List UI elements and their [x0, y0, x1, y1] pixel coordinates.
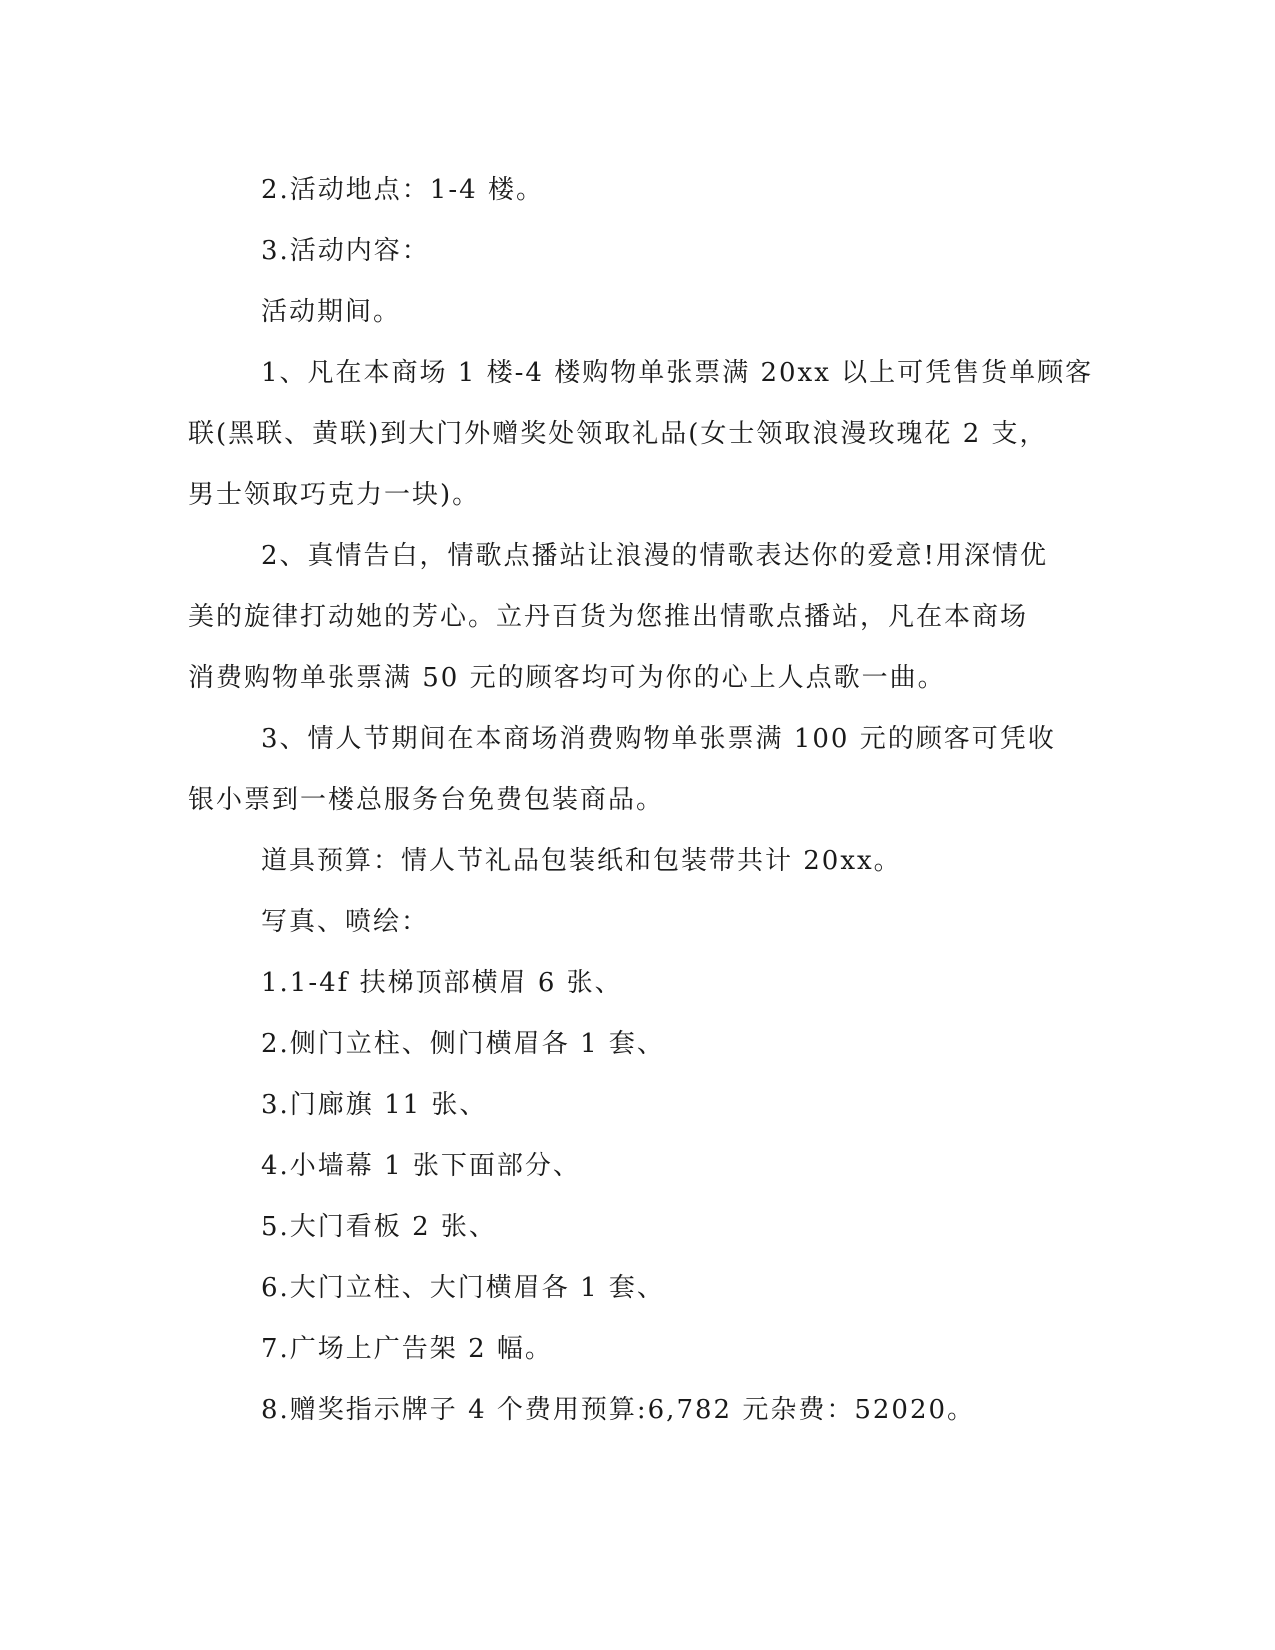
- text-line: 3、情人节期间在本商场消费购物单张票满 100 元的顾客可凭收: [261, 724, 1056, 754]
- text-line: 1.1-4f 扶梯顶部横眉 6 张、: [261, 968, 623, 998]
- text-line: 8.赠奖指示牌子 4 个费用预算:6,782 元杂费：52020。: [261, 1395, 976, 1425]
- text-line: 联(黑联、黄联)到大门外赠奖处领取礼品(女士领取浪漫玫瑰花 2 支，: [188, 419, 1048, 449]
- text-line: 7.广场上广告架 2 幅。: [261, 1334, 553, 1364]
- text-line: 银小票到一楼总服务台免费包装商品。: [188, 785, 665, 815]
- text-line: 4.小墙幕 1 张下面部分、: [261, 1151, 581, 1181]
- document-body: [188, 160, 1094, 1441]
- text-line: 2.活动地点：1-4 楼。: [261, 175, 544, 205]
- text-line: 2、真情告白，情歌点播站让浪漫的情歌表达你的爱意!用深情优: [261, 541, 1048, 571]
- text-line: 写真、喷绘：: [261, 907, 430, 937]
- text-line: 美的旋律打动她的芳心。立丹百货为您推出情歌点播站，凡在本商场: [188, 602, 1029, 632]
- text-line: 6.大门立柱、大门横眉各 1 套、: [261, 1273, 665, 1303]
- text-line: 活动期间。: [261, 297, 402, 327]
- text-line: 消费购物单张票满 50 元的顾客均可为你的心上人点歌一曲。: [188, 663, 946, 693]
- text-line: 道具预算：情人节礼品包装纸和包装带共计 20xx。: [261, 846, 902, 876]
- text-line: 2.侧门立柱、侧门横眉各 1 套、: [261, 1029, 665, 1059]
- text-line: 3.门廊旗 11 张、: [261, 1090, 488, 1120]
- text-line: 男士领取巧克力一块)。: [188, 480, 481, 510]
- text-line: 1、凡在本商场 1 楼-4 楼购物单张票满 20xx 以上可凭售货单顾客: [261, 358, 1094, 388]
- text-line: 3.活动内容：: [261, 236, 430, 266]
- text-line: 5.大门看板 2 张、: [261, 1212, 497, 1242]
